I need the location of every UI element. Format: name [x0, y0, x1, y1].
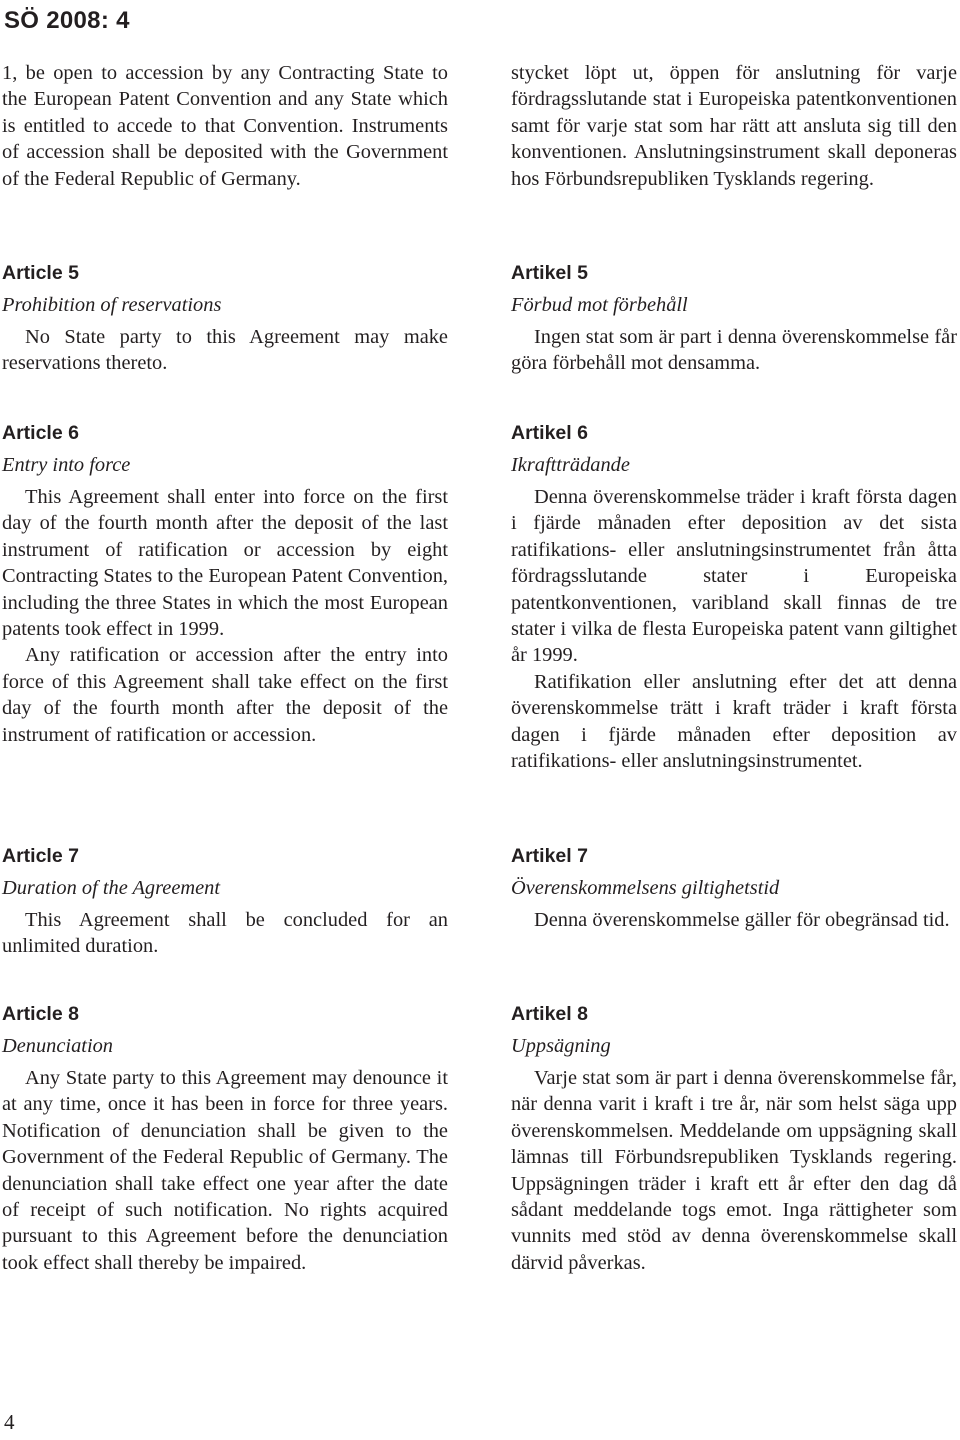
article-paragraph: Ingen stat som är part i denna överenskommelse får göra förbehåll mot densamma.	[511, 326, 957, 375]
article-number: Article 7	[2, 845, 79, 867]
article-paragraph: Ratifikation eller anslutning efter det att denna överenskommelse trätt i kraft träder i kraft första dagen i fjärde månaden efter deposition av ratifikations- eller anslutningsinstrumentet.	[511, 670, 957, 773]
article-paragraph: Varje stat som är part i denna överenskommelse får, när denna varit i kraft i tre år, när som helst säga upp överenskommelsen. Meddelande om uppsägning skall lämnas till Förbundsrepubliken Tysklands regering. Uppsägningen träder i kraft ett år efter den dag då sådant meddelande togs emot. Inga rättigheter som vunnits med stöd av denna överenskommelse skall därvid påverkas.	[511, 1067, 957, 1274]
article-title: Prohibition of reservations	[2, 294, 222, 316]
article-paragraph: Any ratification or accession after the entry into force of this Agreement shall take effect on the first day of the fourth month after the deposit of the instrument of ratification or accession.	[2, 644, 448, 746]
article-title: Duration of the Agreement	[2, 877, 221, 899]
article-title: Ikraftträdande	[511, 454, 630, 476]
english-article-5	[2, 260, 448, 377]
article-paragraph: Any State party to this Agreement may denounce it at any time, once it has been in force for three years. Notification of denunciation shall be given to the Government of the Federal Republic of Germany. The denunciation shall take effect one year after the date of receipt of such notification. No rights acquired pursuant to this Agreement before the denunciation took effect shall thereby be impaired.	[2, 1067, 448, 1274]
page-number: 4	[4, 1410, 15, 1434]
swedish-article-6	[511, 420, 957, 774]
swedish-article-8	[511, 1001, 957, 1276]
article-title: Entry into force	[2, 454, 131, 476]
swedish-article-5	[511, 260, 957, 377]
article-title: Förbud mot förbehåll	[511, 294, 688, 316]
english-article-7	[2, 843, 448, 960]
english-article-6	[2, 420, 448, 748]
english-intro-text: 1, be open to accession by any Contracting State to the European Patent Convention and any State which is entitled to accede to that Convention. Instruments of accession shall be deposited with the Government of the Federal Republic of Germany.	[2, 62, 448, 190]
english-article-8	[2, 1001, 448, 1276]
article-paragraph: No State party to this Agreement may make reservations thereto.	[2, 326, 448, 375]
article-title: Uppsägning	[511, 1035, 611, 1057]
article-paragraph: This Agreement shall be concluded for an unlimited duration.	[2, 909, 448, 958]
swedish-intro-block	[511, 60, 957, 192]
swedish-intro-text: stycket löpt ut, öppen för anslutning för varje fördragsslutande stat i Europeiska patentkonventionen samt för varje stat som har rätt att ansluta sig till den konventionen. Anslutningsinstrument skall deponeras hos Förbundsrepubliken Tysklands regering.	[511, 62, 957, 190]
article-paragraph: This Agreement shall enter into force on the first day of the fourth month after the deposit of the last instrument of ratification or accession by eight Contracting States to the European Patent Convention, including the three States in which the most European patents took effect in 1999.	[2, 486, 448, 641]
english-intro-block	[2, 60, 448, 192]
document-header: SÖ 2008: 4	[4, 7, 130, 34]
article-paragraph: Denna överenskommelse gäller för obegränsad tid.	[534, 909, 950, 931]
article-number: Artikel 5	[511, 262, 588, 284]
article-number: Artikel 8	[511, 1003, 588, 1025]
swedish-article-7	[511, 843, 957, 933]
article-number: Artikel 6	[511, 422, 588, 444]
article-number: Artikel 7	[511, 845, 588, 867]
article-title: Denunciation	[2, 1035, 113, 1057]
article-number: Article 6	[2, 422, 79, 444]
article-number: Article 8	[2, 1003, 79, 1025]
article-title: Överenskommelsens giltighetstid	[511, 877, 780, 899]
article-number: Article 5	[2, 262, 79, 284]
article-paragraph: Denna överenskommelse träder i kraft första dagen i fjärde månaden efter deposition av det sista ratifikations- eller anslutningsinstrumentet från åtta fördragsslutande stater i Europeiska patentkonventionen, varibland skall finnas de tre stater i vilka de flesta Europeiska patent vann giltighet år 1999.	[511, 486, 957, 667]
